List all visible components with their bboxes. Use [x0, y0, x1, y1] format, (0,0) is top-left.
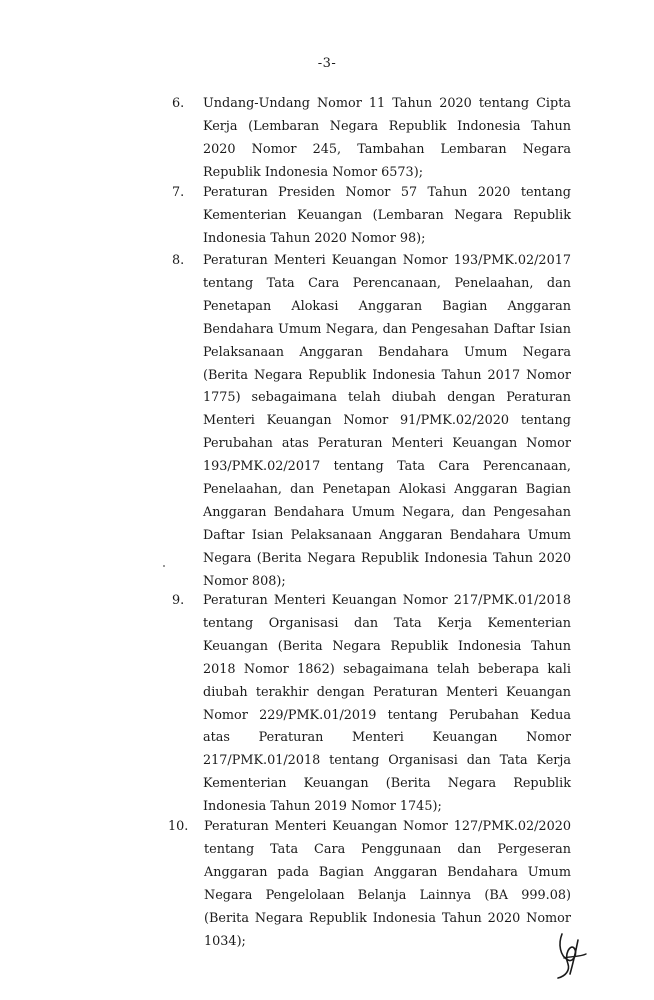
item-text: Undang-Undang Nomor 11 Tahun 2020 tentang Cipta Kerja (Lembaran Negara Republik Indonesia Tahun 2020 Nomor 245, Tambahan Lembaran Negara Republik Indonesia Nomor 6573); — [203, 96, 571, 180]
list-item — [172, 590, 571, 819]
item-number: 6. — [172, 96, 185, 111]
item-number: 10. — [168, 819, 189, 834]
scan-mark — [163, 565, 165, 567]
item-text: Peraturan Presiden Nomor 57 Tahun 2020 tentang Kementerian Keuangan (Lembaran Negara Republik Indonesia Tahun 2020 Nomor 98); — [203, 185, 571, 246]
page-number: -3- — [317, 56, 337, 71]
item-number: 8. — [172, 253, 185, 268]
item-text: Peraturan Menteri Keuangan Nomor 127/PMK.02/2020 tentang Tata Cara Penggunaan dan Pergeseran Anggaran pada Bagian Anggaran Bendahara Umum Negara Pengelolaan Belanja Lainnya (BA 999.08) (Berita Negara Republik Indonesia Tahun 2020 Nomor 1034); — [204, 819, 571, 949]
item-text: Peraturan Menteri Keuangan Nomor 217/PMK.01/2018 tentang Organisasi dan Tata Kerja Kementerian Keuangan (Berita Negara Republik Indonesia Tahun 2018 Nomor 1862) sebagaimana telah beberapa kali diubah terakhir dengan Peraturan Menteri Keuangan Nomor 229/PMK.01/2019 tentang Perubahan Kedua atas Peraturan Menteri Keuangan Nomor 217/PMK.01/2018 tentang Organisasi dan Tata Kerja Kementerian Keuangan (Berita Negara Republik Indonesia Tahun 2019 Nomor 1745); — [203, 593, 571, 815]
list-item — [172, 93, 571, 185]
list-item — [172, 182, 571, 251]
item-text: Peraturan Menteri Keuangan Nomor 193/PMK.02/2017 tentang Tata Cara Perencanaan, Penelaahan, dan Penetapan Alokasi Anggaran Bagian Anggaran Bendahara Umum Negara, dan Pengesahan Daftar Isian Pelaksanaan Anggaran Bendahara Umum Negara (Berita Negara Republik Indonesia Tahun 2017 Nomor 1775) sebagaimana telah diubah dengan Peraturan Menteri Keuangan Nomor 91/PMK.02/2020 tentang Perubahan atas Peraturan Menteri Keuangan Nomor 193/PMK.02/2017 tentang Tata Cara Perencanaan, Penelaahan, dan Penetapan Alokasi Anggaran Bagian Anggaran Bendahara Umum Negara, dan Pengesahan Daftar Isian Pelaksanaan Anggaran Bendahara Umum Negara (Berita Negara Republik Indonesia Tahun 2020 Nomor 808); — [203, 253, 571, 589]
list-item — [168, 816, 571, 953]
item-number: 7. — [172, 185, 185, 200]
list-item — [172, 250, 571, 594]
initial-signature — [548, 930, 588, 980]
item-number: 9. — [172, 593, 185, 608]
